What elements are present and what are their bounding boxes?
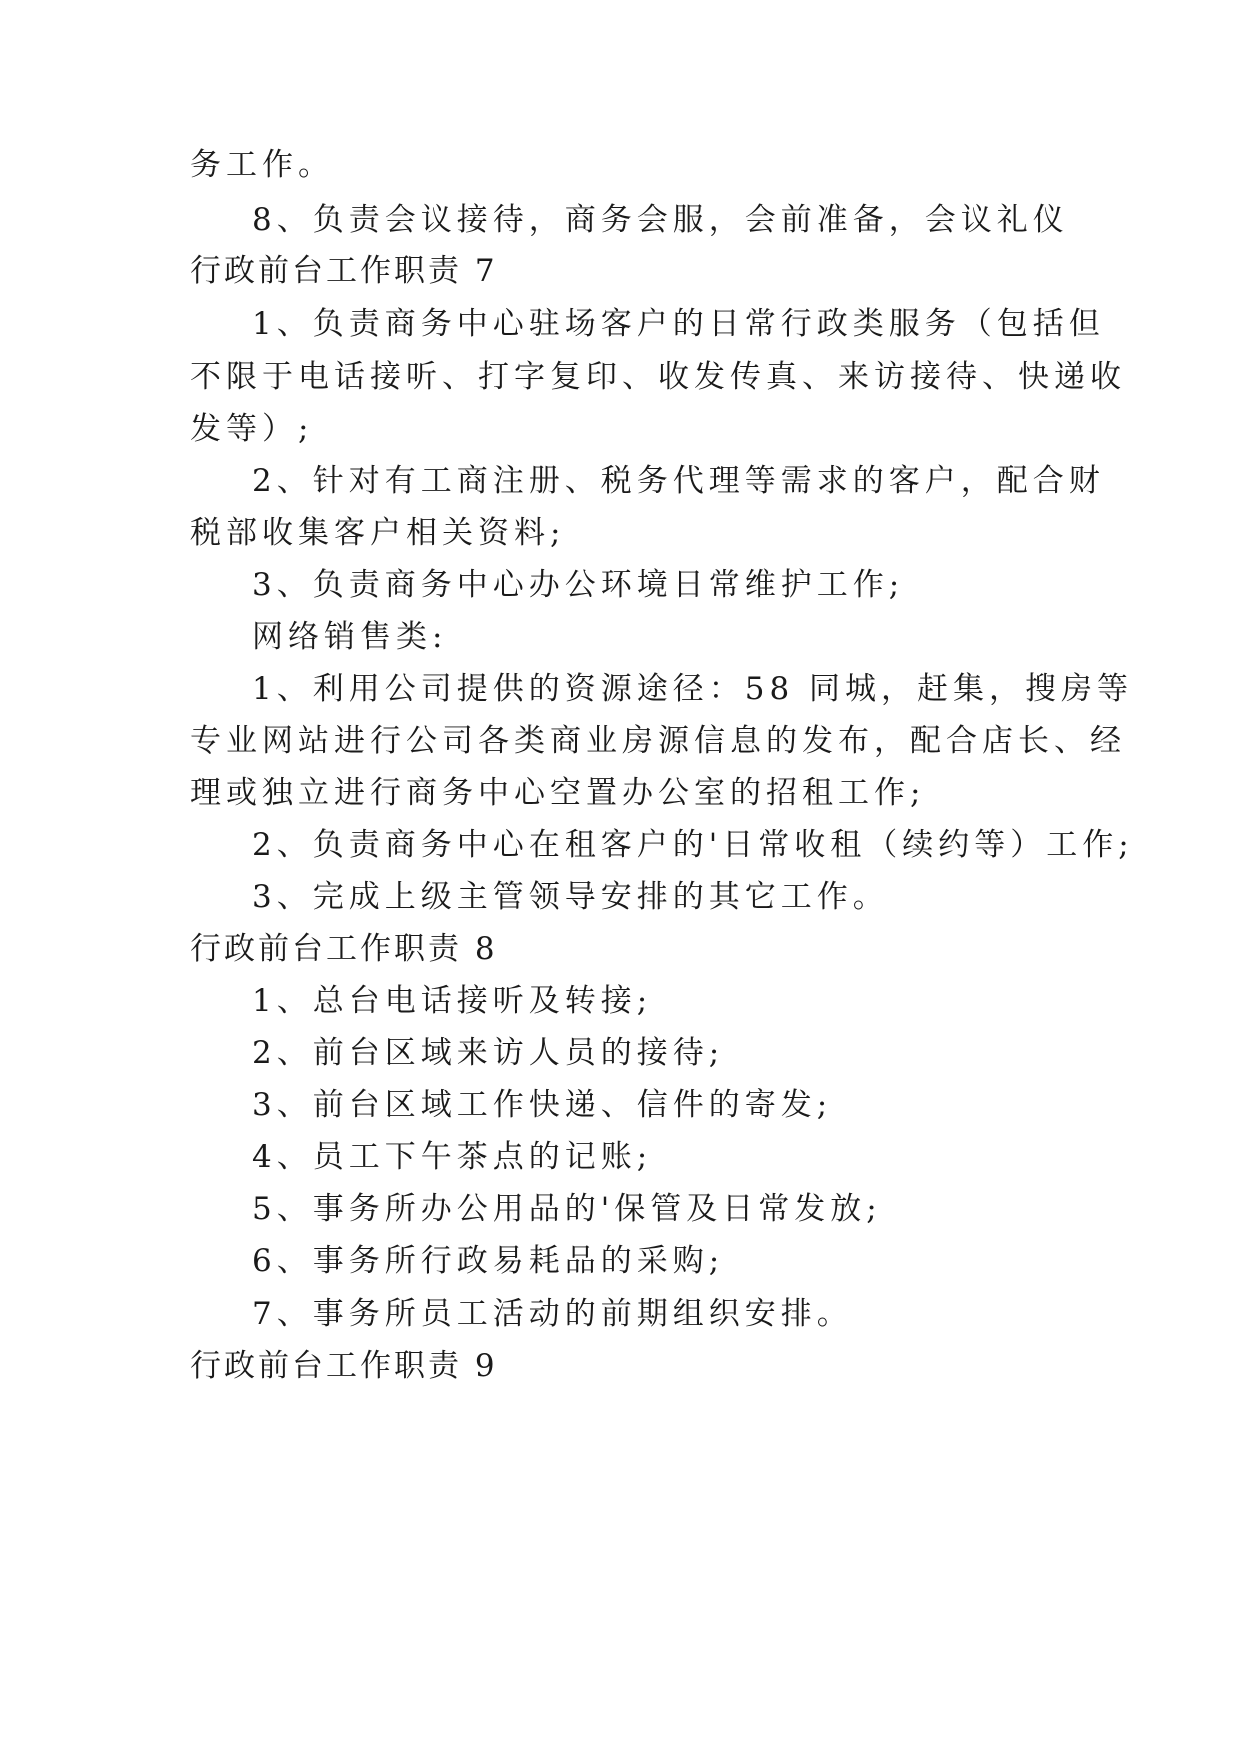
list-item: 2、针对有工商注册、税务代理等需求的客户，配合财 [252,463,1105,499]
paragraph-line: 专业网站进行公司各类商业房源信息的发布，配合店长、经 [190,723,1126,759]
paragraph-line: 税部收集客户相关资料; [190,515,566,551]
list-item: 7、事务所员工活动的前期组织安排。 [252,1296,853,1332]
section-heading: 行政前台工作职责 7 [190,253,498,289]
subheading: 网络销售类: [252,619,448,655]
list-item: 3、完成上级主管领导安排的其它工作。 [252,879,889,915]
paragraph-line: 发等）; [190,411,314,447]
list-item: 2、负责商务中心在租客户的'日常收租（续约等）工作; [252,827,1134,863]
list-item: 3、前台区域工作快递、信件的寄发; [252,1087,833,1123]
section-heading: 行政前台工作职责 8 [190,931,498,967]
paragraph-line: 理或独立进行商务中心空置办公室的招租工作; [190,775,926,811]
list-item: 1、负责商务中心驻场客户的日常行政类服务（包括但 [252,306,1105,342]
paragraph-line: 务工作。 [190,147,334,183]
section-heading: 行政前台工作职责 9 [190,1348,498,1384]
list-item: 6、事务所行政易耗品的采购; [252,1243,725,1279]
list-item: 3、负责商务中心办公环境日常维护工作; [252,567,905,603]
list-item: 4、员工下午茶点的记账; [252,1139,653,1175]
list-item: 1、利用公司提供的资源途径：58 同城，赶集，搜房等 [252,671,1134,707]
paragraph-line: 不限于电话接听、打字复印、收发传真、来访接待、快递收 [190,359,1126,395]
list-item: 2、前台区域来访人员的接待; [252,1035,725,1071]
list-item: 5、事务所办公用品的'保管及日常发放; [252,1191,882,1227]
list-item: 8、负责会议接待，商务会服，会前准备，会议礼仪 [252,202,1069,238]
list-item: 1、总台电话接听及转接; [252,983,653,1019]
